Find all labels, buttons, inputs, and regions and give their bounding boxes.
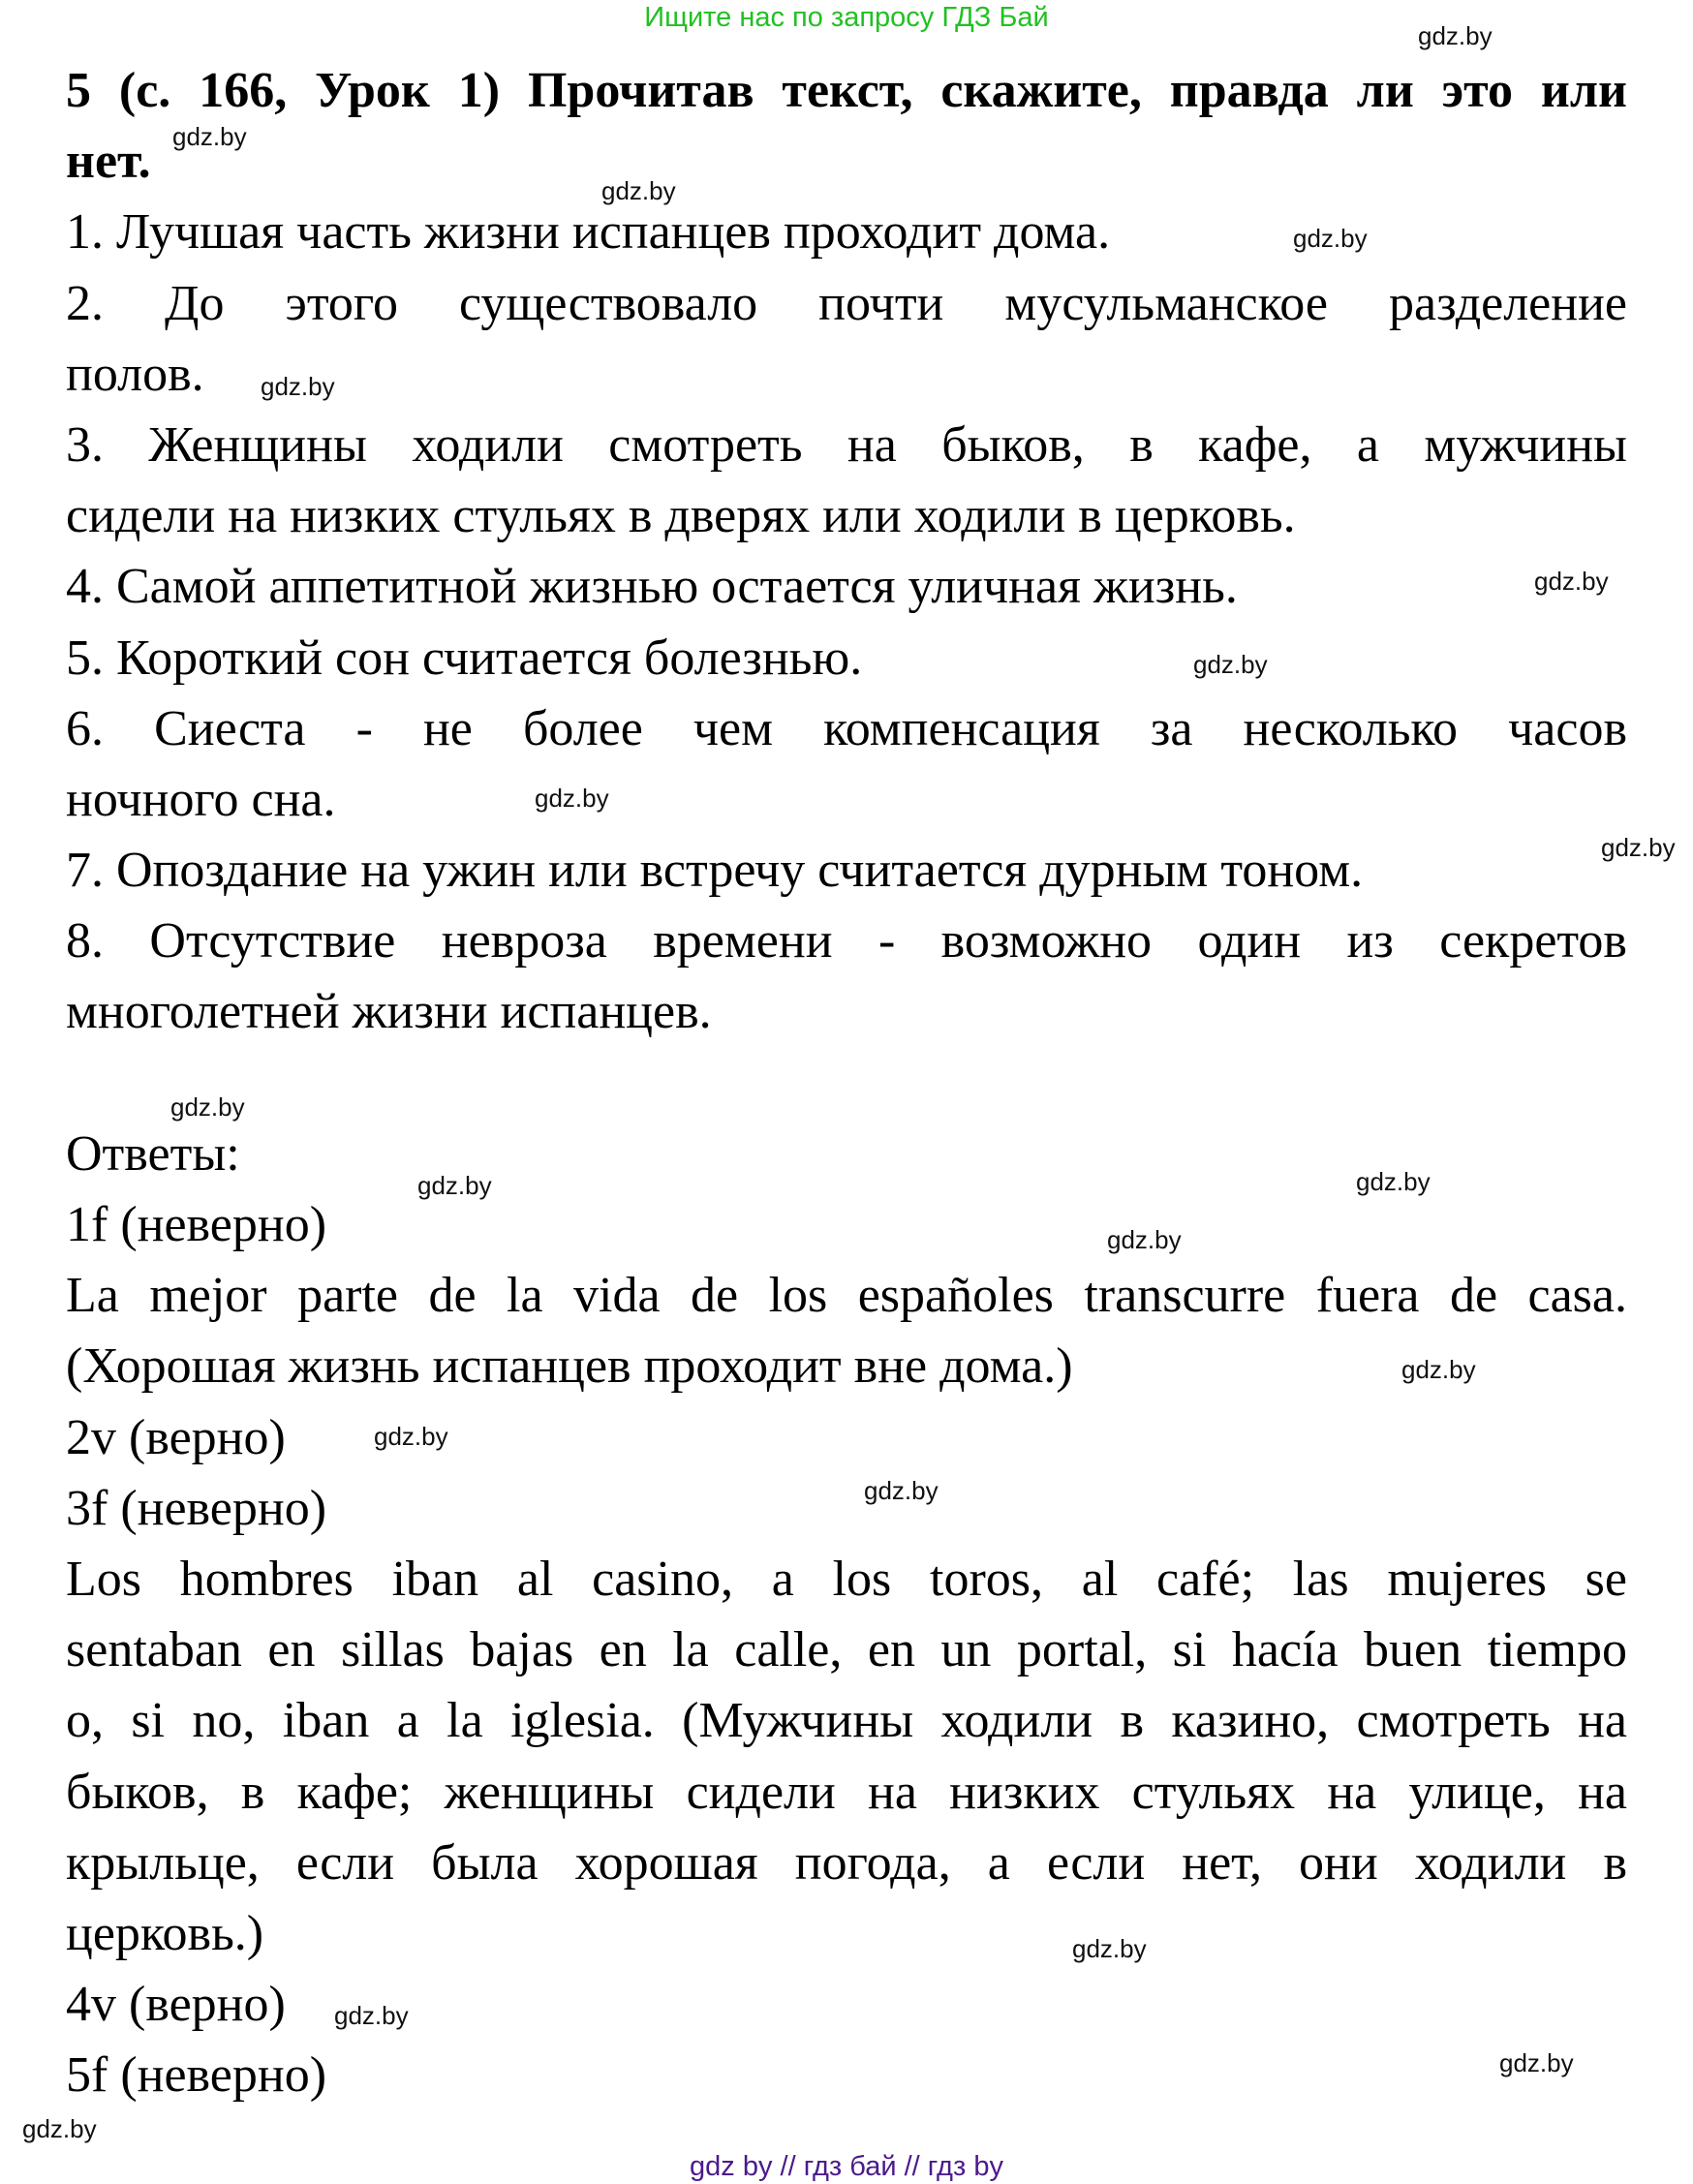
footer-links: gdz by // гдз бай // гдз by	[690, 2151, 1003, 2182]
text-line	[66, 623, 1627, 693]
text-line	[66, 1615, 1627, 1685]
watermark: gdz.by	[535, 784, 609, 813]
watermark: gdz.by	[334, 2001, 409, 2030]
text-line-content: (Хорошая жизнь испанцев проходит вне дома.)	[66, 1338, 1073, 1395]
text-line-content: 5. Короткий сон считается болезнью.	[66, 630, 863, 686]
text-line	[66, 197, 1627, 267]
watermark: gdz.by	[601, 176, 676, 205]
text-line	[66, 1402, 1627, 1473]
text-line	[66, 835, 1627, 906]
text-line-content: 3f (неверно)	[66, 1480, 327, 1536]
text-line-content: 1. Лучшая часть жизни испанцев проходит дома.	[66, 204, 1111, 261]
text-line	[66, 976, 1627, 1047]
text-line-content: 3. Женщины ходили смотреть на быков, в кафе, а мужчины	[66, 416, 1627, 473]
text-line	[66, 1189, 1627, 1260]
text-line-content: 6. Сиеста - не более чем компенсация за несколько часов	[66, 700, 1627, 756]
text-line	[66, 1969, 1627, 2040]
text-line	[66, 410, 1627, 480]
text-line	[66, 1048, 1627, 1119]
watermark: gdz.by	[1601, 833, 1676, 862]
text-line-content: нет.	[66, 134, 151, 190]
text-line	[66, 480, 1627, 551]
text-line-content: 7. Опоздание на ужин или встречу считается дурным тоном.	[66, 843, 1364, 899]
text-line-content: La mejor parte de la vida de los españoles transcurre fuera de casa.	[66, 1268, 1627, 1324]
text-line-content: 5 (с. 166, Урок 1) Прочитав текст, скажите, правда ли это или	[66, 63, 1627, 118]
text-line-content: 5f (неверно)	[66, 2047, 327, 2104]
text-line-content: крыльце, если была хорошая погода, а если нет, они ходили в	[66, 1834, 1627, 1891]
watermark: gdz.by	[1193, 650, 1268, 679]
text-line	[66, 268, 1627, 339]
watermark: gdz.by	[172, 122, 247, 151]
text-line-content: 8. Отсутствие невроза времени - возможно один из секретов	[66, 913, 1627, 969]
watermark: gdz.by	[170, 1092, 245, 1122]
text-line	[66, 1331, 1627, 1401]
text-line-content: Ответы:	[66, 1125, 240, 1182]
text-line-content: сидели на низких стульях в дверях или ходили в церковь.	[66, 488, 1296, 544]
watermark: gdz.by	[22, 2114, 97, 2143]
text-line	[66, 1544, 1627, 1615]
watermark: gdz.by	[1401, 1355, 1476, 1384]
text-line-content: 2v (верно)	[66, 1409, 286, 1465]
text-line	[66, 906, 1627, 976]
text-line-content: Los hombres iban al casino, a los toros, al café; las mujeres se	[66, 1551, 1627, 1607]
document-body	[66, 55, 1627, 2110]
text-line-content: церковь.)	[66, 1905, 264, 1961]
watermark: gdz.by	[374, 1422, 448, 1451]
watermark: gdz.by	[1499, 2048, 1574, 2077]
text-line-content: многолетней жизни испанцев.	[66, 984, 712, 1040]
text-line	[66, 1473, 1627, 1544]
text-line-content: 1f (неверно)	[66, 1197, 327, 1252]
text-line	[66, 2040, 1627, 2110]
text-line-content: 2. До этого существовало почти мусульманское разделение	[66, 275, 1627, 331]
text-line-content: o, si no, iban a la iglesia. (Мужчины ходили в казино, смотреть на	[66, 1693, 1627, 1749]
watermark: gdz.by	[864, 1476, 939, 1505]
search-hint-header: Ищите нас по запросу ГДЗ Бай	[644, 2, 1049, 33]
text-line-content: sentaban en sillas bajas en la calle, en un portal, si hacía buen tiempo	[66, 1622, 1627, 1678]
text-line	[66, 1260, 1627, 1331]
text-line-content: 4v (верно)	[66, 1977, 286, 2033]
text-line	[66, 1898, 1627, 1969]
watermark: gdz.by	[1418, 21, 1493, 50]
text-line-content: полов.	[66, 346, 204, 402]
watermark: gdz.by	[1293, 224, 1368, 253]
text-line	[66, 551, 1627, 622]
text-line	[66, 764, 1627, 835]
text-line	[66, 1757, 1627, 1828]
text-line-content: быков, в кафе; женщины сидели на низких стульях на улице, на	[66, 1764, 1627, 1820]
text-line-content: ночного сна.	[66, 771, 336, 827]
text-line	[66, 1685, 1627, 1756]
watermark: gdz.by	[1072, 1934, 1147, 1963]
watermark: gdz.by	[1107, 1225, 1182, 1254]
text-line	[66, 693, 1627, 764]
watermark: gdz.by	[1356, 1167, 1431, 1196]
watermark: gdz.by	[1534, 567, 1609, 596]
text-line-content: 4. Самой аппетитной жизнью остается уличная жизнь.	[66, 559, 1238, 615]
text-line	[66, 1828, 1627, 1898]
watermark: gdz.by	[261, 372, 335, 401]
task-title-line	[66, 126, 1627, 197]
watermark: gdz.by	[417, 1171, 492, 1200]
task-title-line	[66, 55, 1627, 126]
